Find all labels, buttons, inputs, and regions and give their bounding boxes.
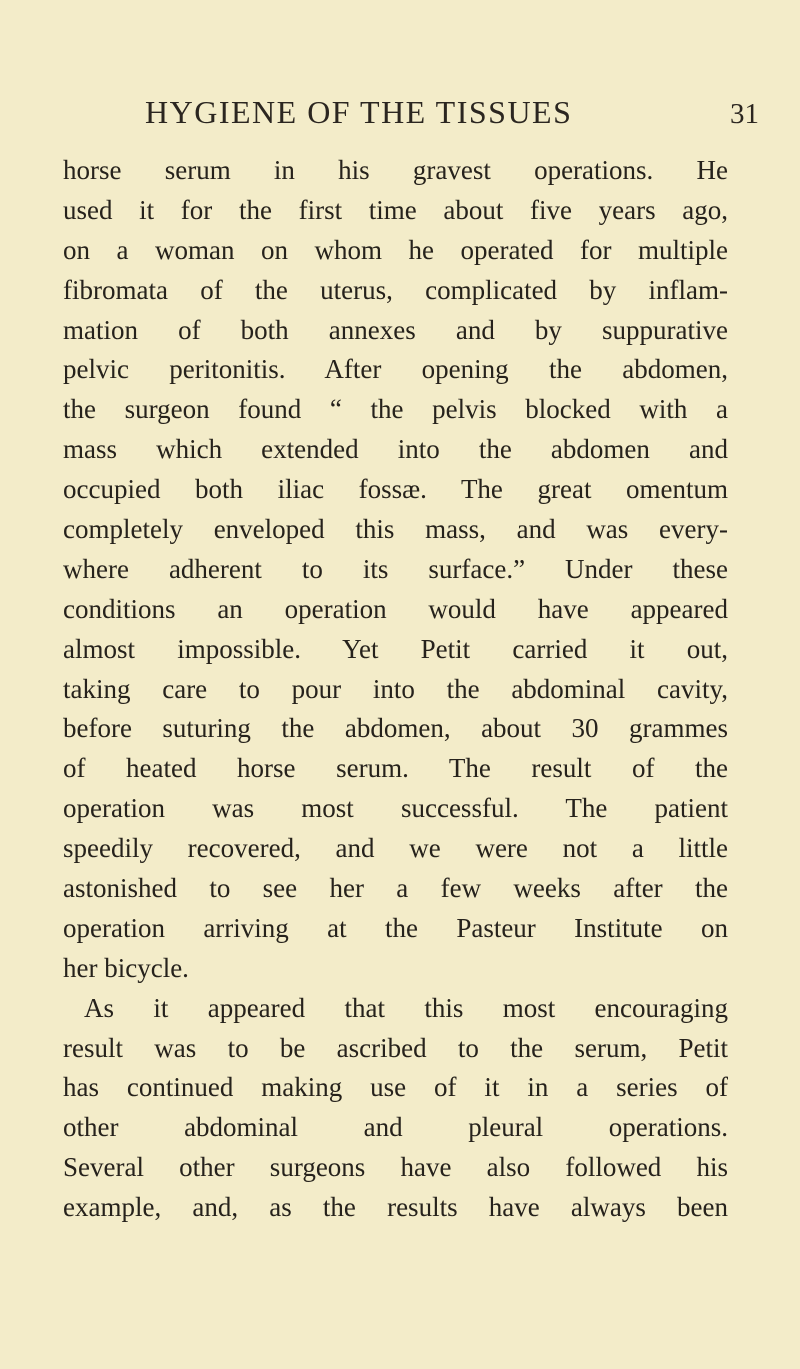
paragraph-1 (63, 151, 728, 989)
paragraph-2 (63, 989, 728, 1228)
text-line: taking care to pour into the abdominal cavity, (63, 673, 728, 704)
text-line: the surgeon found “ the pelvis blocked with a (63, 394, 728, 425)
text-line: mass which extended into the abdomen and (63, 434, 728, 465)
text-line: has continued making use of it in a series of (63, 1072, 728, 1103)
text-line: her bicycle. (63, 952, 189, 983)
running-header (145, 92, 765, 136)
body-text (63, 151, 728, 1228)
text-line: occupied both iliac fossæ. The great omentum (63, 474, 728, 505)
text-line: conditions an operation would have appeared (63, 593, 728, 624)
text-line: almost impossible. Yet Petit carried it out, (63, 633, 728, 664)
text-line: of heated horse serum. The result of the (63, 753, 728, 784)
page-number: 31 (730, 98, 759, 130)
text-line: horse serum in his gravest operations. He (63, 155, 728, 185)
text-line: operation arriving at the Pasteur Institute on (63, 912, 728, 943)
text-line: Several other surgeons have also followed his (63, 1152, 728, 1183)
text-line: used it for the first time about five years ago, (63, 194, 728, 225)
text-line: astonished to see her a few weeks after the (63, 873, 728, 904)
text-line: completely enveloped this mass, and was every- (63, 514, 728, 545)
running-title: HYGIENE OF THE TISSUES (145, 94, 573, 130)
text-line: operation was most successful. The patient (63, 793, 728, 824)
text-line: pelvic peritonitis. After opening the abdomen, (63, 354, 728, 385)
text-line: fibromata of the uterus, complicated by inflam- (63, 274, 728, 305)
text-line: speedily recovered, and we were not a little (63, 833, 728, 864)
text-line: other abdominal and pleural operations. (63, 1112, 728, 1143)
text-line: As it appeared that this most encouraging (84, 992, 728, 1023)
text-line: before suturing the abdomen, about 30 grammes (63, 713, 728, 744)
text-line: on a woman on whom he operated for multiple (63, 234, 728, 265)
text-line: mation of both annexes and by suppurative (63, 314, 728, 345)
text-line: result was to be ascribed to the serum, Petit (63, 1032, 728, 1063)
text-line: where adherent to its surface.” Under these (63, 553, 728, 584)
text-line: example, and, as the results have always been (63, 1192, 728, 1223)
